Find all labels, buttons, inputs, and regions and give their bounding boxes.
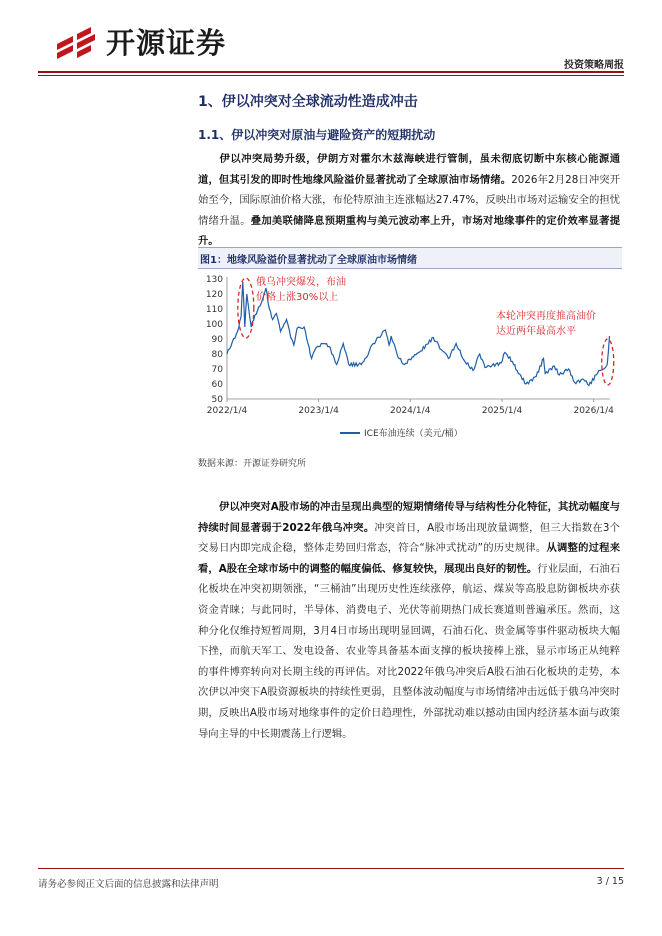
x-tick-label: 2022/1/4 [206,406,248,416]
subsection-heading: 1.1、伊以冲突对原油与避险资产的短期扰动 [198,128,436,142]
x-tick-label: 2025/1/4 [481,406,523,416]
brent-oil-chart [198,270,622,452]
figure-source: 数据来源：开源证券研究所 [198,459,307,469]
annotation-2026-line1: 本轮冲突再度推高油价 [496,311,596,322]
brand-name: 开源证券 [106,26,227,60]
y-tick-label: 50 [211,395,223,405]
paragraph-1 [198,149,620,252]
figure-title-bar [198,247,622,269]
annotation-2026-line2: 达近两年最高水平 [496,326,576,337]
y-tick-label: 80 [211,350,223,360]
footer-rule [38,868,624,869]
legend-label: ICE布油连续（美元/桶） [364,429,463,439]
footer-disclaimer: 请务必参阅正文后面的信息披露和法律声明 [38,879,219,890]
annotation-2022-line2: 价格上涨30%以上 [256,292,339,303]
y-tick-label: 90 [211,335,223,345]
paragraph-1-bold-a: 伊以冲突局势升级，伊朗方对霍尔木兹海峡进行管制，虽未彻底切断中东核心能源通道，但其引发的即时性地缘风险溢价显著扰动了全球原油市场情绪。 [198,153,620,186]
paragraph-2 [198,497,620,744]
brand-logo-mark [53,22,99,62]
paragraph-1-bold-b: 叠加美联储降息预期重构与美元波动率上升，市场对地缘事件的定价效率显著提升。 [198,214,621,248]
paragraph-1-text-a: 2026年2月28日冲突开始至今，国际原油价格大涨，布伦特原油主连涨幅达27.47%，反映出市场对运输安全的担忧情绪升温。 [198,173,621,227]
paragraph-2-text-a: 冲突首日，A股市场出现放量调整，但三大指数在3个交易日内即完成企稳，整体走势回归常态，符合“脉冲式扰动”的历史规律。 [198,521,620,555]
figure-title: 图1：地缘风险溢价显著扰动了全球原油市场情绪 [200,255,417,266]
report-type-label: 投资策略周报 [564,60,624,71]
paragraph-2-text-b: 行业层面，石油石化板块在冲突初期领涨，“三桶油”出现历史性连续涨停，航运、煤炭等高股息防御板块亦获资金青睐；与此同时，半导体、消费电子、光伏等前期热门成长赛道则普遍承压。然而，这种分化仅维持短暂周期，3月4日市场出现明显回调，石油石化、贵金属等事件驱动板块大幅下挫，而航天军工、发电设备、农业等具备基本面支撑的板块接棒上涨，显示市场正从纯粹的事件博弈转向对长期主线的再评估。对比2022年俄乌冲突后A股石油石化板块的走势，本次伊以冲突下A股资源板块的持续性更弱，且整体波动幅度与市场情绪冲击远低于俄乌冲突时期，反映出A股市场对地缘事件的定价日趋理性，外部扰动难以撼动由国内经济基本面与政策导向主导的中长期震荡上行逻辑。 [198,562,621,740]
page-number: 3 / 15 [596,876,624,887]
x-tick-label: 2024/1/4 [390,406,431,416]
header-rule [38,71,624,73]
x-tick-label: 2023/1/4 [298,406,339,416]
y-tick-label: 60 [211,380,223,390]
y-tick-label: 120 [205,290,223,300]
y-tick-label: 130 [205,275,223,285]
y-tick-label: 70 [211,365,223,375]
section-heading: 1、伊以冲突对全球流动性造成冲击 [198,94,418,110]
x-tick-label: 2026/1/4 [573,406,614,416]
paragraph-2-bold-a: 伊以冲突对A股市场的冲击呈现出典型的短期情绪传导与结构性分化特征，其扰动幅度与持续时间显著弱于2022年俄乌冲突。 [198,501,620,534]
annotation-2022-line1: 俄乌冲突爆发，布油 [256,277,346,288]
y-tick-label: 110 [205,305,223,315]
paragraph-2-bold-b: 从调整的过程来看，A股在全球市场中的调整的幅度偏低、修复较快，展现出良好的韧性。 [198,542,621,575]
header-rule-thin [38,75,624,76]
y-tick-label: 100 [205,320,223,330]
